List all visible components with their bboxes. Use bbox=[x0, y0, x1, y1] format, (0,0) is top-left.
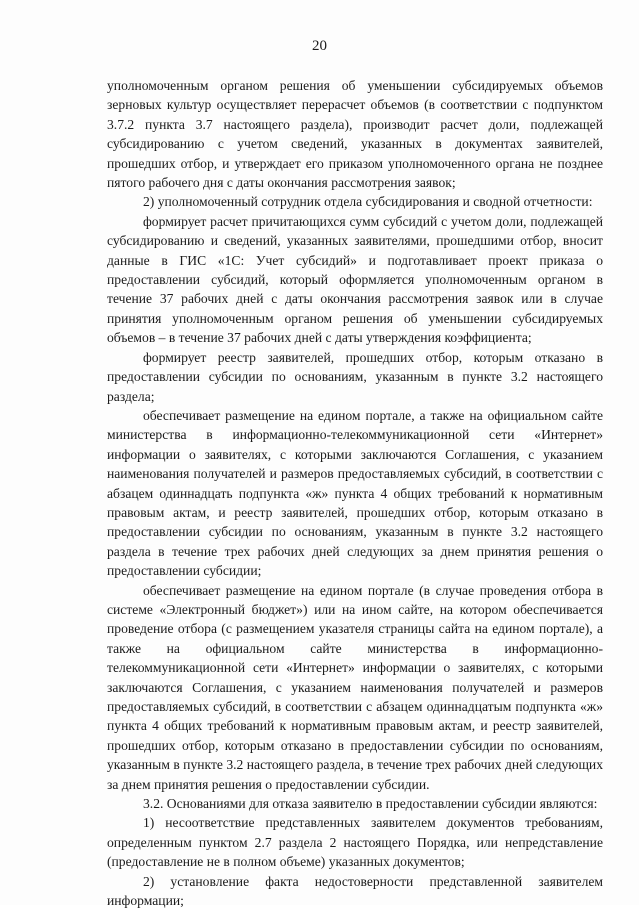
document-body bbox=[107, 76, 603, 910]
page-number: 20 bbox=[312, 38, 327, 54]
paragraph-registry: формирует реестр заявителей, прошедших отбор, которым отказано в предоставлении субсидии по основаниям, указанным в пункте 3.2 настоящего раздела; bbox=[107, 349, 603, 404]
paragraph-publication-budget: обеспечивает размещение на едином портале (в случае проведения отбора в системе «Электронный бюджет») или на ином сайте, на котором обеспечивается проведение отбора (с размещением указателя страницы сайта на едином портале), а также на официальном сайте министерства в информационно-телекоммуникационной сети «Интернет» информации о заявителях, с которыми заключаются Соглашения, с указанием наименования получателей и размеров предоставляемых субсидий, в соответствии с абзацем одиннадцатым подпункта «ж» пункта 4 общих требований к нормативным правовым актам, и реестр заявителей, прошедших отбор, которым отказано в предоставлении субсидии по основаниям, указанным в пункте 3.2 настоящего раздела, в течение трех рабочих дней следующих за днем принятия решения о предоставлении субсидии. bbox=[107, 582, 603, 792]
paragraph-continuation: уполномоченным органом решения об уменьшении субсидируемых объемов зерновых культур осуществляет перерасчет объемов (в соответствии с подпунктом 3.7.2 пункта 3.7 настоящего раздела), производит расчет доли, подлежащей субсидированию с учетом сведений, указанных в документах заявителей, прошедших отбор, и утверждает его приказом уполномоченного органа не позднее пятого рабочего дня с даты окончания рассмотрения заявок; bbox=[107, 78, 603, 191]
paragraph-reason-2: 2) установление факта недостоверности представленной заявителем информации; bbox=[107, 873, 603, 909]
paragraph-publication-portal: обеспечивает размещение на едином портале, а также на официальном сайте министерства в информационно-телекоммуникационной сети «Интернет» информации о заявителях, с которыми заключаются Соглашения, с указанием наименования получателей и размеров предоставляемых субсидий, в соответствии с абзацем одиннадцать подпункта «ж» пункта 4 общих требований к нормативным правовым актам, и реестр заявителей, прошедших отбор, которым отказано в предоставлении субсидии по основаниям, указанным в пункте 3.2 настоящего раздела в течение трех рабочих дней следующих за днем принятия решения о предоставлении субсидии; bbox=[107, 407, 603, 579]
paragraph-calculation: формирует расчет причитающихся сумм субсидий с учетом доли, подлежащей субсидированию и сведений, указанных заявителями, прошедшими отбор, вносит данные в ГИС «1С: Учет субсидий» и подготавливает проект приказа о предоставлении субсидий, который оформляется уполномоченным органом в течение 37 рабочих дней с даты окончания рассмотрения заявок или в случае принятия уполномоченным органом решения об уменьшении субсидируемых объемов – в течение 37 рабочих дней с даты утверждения коэффициента; bbox=[107, 213, 603, 346]
paragraph-section-3-2: 3.2. Основаниями для отказа заявителю в предоставлении субсидии являются: bbox=[143, 796, 598, 812]
paragraph-reason-1: 1) несоответствие представленных заявителем документов требованиям, определенным пунктом 2.7 раздела 2 настоящего Порядка, или непредставление (предоставление не в полном объеме) указанных документов; bbox=[107, 815, 603, 870]
paragraph-item-2: 2) уполномоченный сотрудник отдела субсидирования и сводной отчетности: bbox=[143, 194, 593, 210]
